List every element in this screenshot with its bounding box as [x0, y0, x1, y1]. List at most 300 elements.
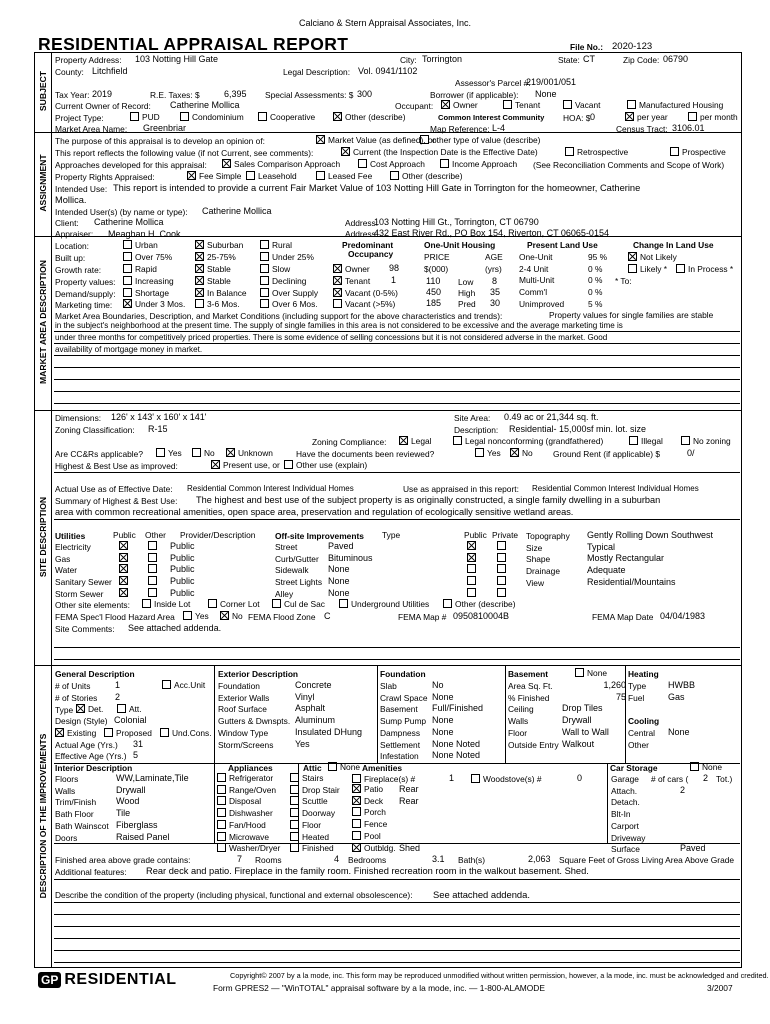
car-storage-label: Driveway	[611, 832, 646, 843]
per-year-option[interactable]: per year	[625, 112, 668, 122]
offsite-public-checkbox[interactable]	[467, 541, 479, 551]
docs-no-option[interactable]: No	[510, 448, 533, 458]
amenity-option[interactable]: Pool	[352, 831, 381, 841]
utility-other-checkbox[interactable]	[148, 553, 160, 563]
borrower: None	[535, 89, 557, 99]
other-rights-option[interactable]: Other (describe)	[390, 171, 463, 181]
approaches-label: Approaches developed for this appraisal:	[55, 160, 207, 170]
utility-public-checkbox[interactable]	[119, 576, 131, 586]
finished-label: Finished area above grade contains:	[55, 855, 191, 865]
land-use-pct: 0 %	[588, 287, 603, 298]
utility-public-checkbox[interactable]	[119, 553, 131, 563]
actual-use-label: Actual Use as of Effective Date:	[55, 484, 173, 494]
form-info: Form GPRES2 — "WinTOTAL" appraisal software by a la mode, inc. — 1-800-ALAMODE	[213, 983, 545, 993]
topography-label: Size	[526, 542, 543, 553]
utility-other-checkbox[interactable]	[148, 564, 160, 574]
amenities-head: Amenities	[362, 763, 403, 773]
pred-label: Pred	[458, 299, 476, 309]
offsite-label: Alley	[275, 588, 294, 599]
cars-label: # of cars (	[651, 774, 689, 784]
gla: 2,063	[528, 854, 551, 864]
boundaries-label: Market Area Boundaries, Description, and Market Conditions (including support for the above characteristics and trends):	[55, 311, 503, 321]
basement-label: Walls	[508, 716, 529, 727]
foundation-value: None	[432, 691, 454, 702]
foundation-value: None	[432, 726, 454, 737]
land-use-pct: 0 %	[588, 275, 603, 286]
topography-value: Mostly Rectangular	[587, 553, 665, 564]
det-option[interactable]: Det.	[76, 704, 103, 714]
shortage-option[interactable]: Shortage	[123, 288, 169, 298]
additional-features: Rear deck and patio. Fireplace in the family room. Finished recreation room in the walkout basement. Shed.	[146, 866, 589, 876]
attic-option[interactable]: Floor	[290, 820, 321, 830]
stable-values-option[interactable]: Stable	[195, 276, 231, 286]
offsite-public-checkbox[interactable]	[467, 576, 479, 586]
client: Catherine Mollica	[94, 217, 164, 227]
utilities-head: Utilities	[55, 531, 86, 541]
topography-label: Drainage	[526, 566, 560, 577]
owner: Catherine Mollica	[170, 100, 240, 110]
public-head: Public	[113, 530, 136, 540]
map-reference: L-4	[492, 123, 506, 133]
project-type-label: Project Type:	[55, 113, 104, 123]
present-use-head: Present Land Use	[527, 240, 598, 250]
client-address-label: Address:	[345, 218, 379, 228]
fema-yes-option[interactable]: Yes	[183, 611, 209, 621]
cooling-head: Cooling	[628, 716, 660, 726]
heating-label: Fuel	[628, 692, 645, 703]
exterior-label: Roof Surface	[218, 704, 267, 715]
exterior-label: Exterior Walls	[218, 692, 270, 703]
occupant-owner-option[interactable]: Owner	[441, 100, 478, 110]
amenity-option[interactable]: Fence	[352, 819, 387, 829]
foundation-value: None Noted	[432, 738, 481, 749]
other-elements-option[interactable]: Other (describe)	[443, 599, 516, 609]
offsite-type: Paved	[328, 541, 354, 551]
flood-zone-label: FEMA Flood Zone	[248, 612, 316, 622]
basement-label: Outside Entry	[508, 739, 559, 750]
interior-value: Tile	[116, 808, 131, 819]
leasehold-option[interactable]: Leasehold	[246, 171, 297, 181]
appliance-option[interactable]: Range/Oven	[217, 785, 276, 795]
docs-label: Have the documents been reviewed?	[296, 449, 435, 459]
land-use-pct: 95 %	[588, 252, 608, 262]
income-approach-option[interactable]: Income Approach	[440, 159, 517, 169]
under3-option[interactable]: Under 3 Mos.	[123, 299, 185, 309]
utility-label: Storm Sewer	[55, 588, 104, 599]
boundaries-text-2: in the subject's neighborhood at the present time. The supply of single families in this area is not considered to be excessive and the average marketing time is	[55, 321, 623, 330]
coop-option[interactable]: Cooperative	[258, 112, 315, 122]
docs-yes-option[interactable]: Yes	[475, 448, 501, 458]
offsite-type: None	[328, 587, 350, 598]
exterior-label: Foundation	[218, 681, 260, 691]
existing-option[interactable]: Existing	[55, 728, 96, 738]
census-tract: 3106.01	[672, 123, 705, 133]
builtup-label: Built up:	[55, 253, 86, 263]
appraised-use: Residential Common Interest Individual Homes	[532, 484, 699, 493]
additional-label: Additional features:	[55, 867, 127, 877]
appliance-option[interactable]: Refrigerator	[217, 773, 273, 783]
fireplaces: 1	[449, 773, 455, 783]
in-process-option[interactable]: In Process *	[676, 264, 733, 274]
compliance-label: Zoning Compliance:	[312, 437, 387, 447]
fema-map-label: FEMA Map #	[398, 612, 447, 622]
utility-other-checkbox[interactable]	[148, 576, 160, 586]
ground-rent: 0/	[687, 448, 695, 458]
special-label: Special Assessments: $	[265, 90, 354, 100]
actual-age: 31	[133, 739, 144, 749]
market-name-label: Market Area Name:	[55, 124, 128, 134]
land-use-pct: 0 %	[588, 263, 603, 274]
county: Litchfield	[92, 66, 128, 76]
price-head: PRICE	[424, 252, 450, 262]
hbu-label: Highest & Best Use as improved:	[55, 461, 178, 471]
type-head: Type	[382, 530, 401, 540]
offsite-private-checkbox[interactable]	[497, 564, 509, 574]
client-address: 103 Notting Hill Gt., Torrington, CT 06790	[374, 217, 539, 227]
offsite-head: Off-site Improvements	[275, 531, 364, 541]
boundaries-text: Property values for single families are stable	[549, 310, 714, 320]
dimensions: 126' x 143' x 160' x 141'	[111, 412, 207, 422]
amenity-option[interactable]: Deck	[352, 796, 383, 806]
cars: 2	[703, 773, 709, 783]
heating-value: Gas	[668, 691, 685, 702]
basement-value: 1,260	[603, 680, 626, 690]
condo-option[interactable]: Condominium	[180, 112, 244, 122]
zoning-desc-label: Description:	[454, 425, 499, 435]
over75-option[interactable]: Over 75%	[123, 252, 172, 262]
manufactured-option[interactable]: Manufactured Housing	[627, 100, 723, 110]
occupant-tenant-option[interactable]: Tenant	[503, 100, 540, 110]
amenity-option[interactable]: Porch	[352, 807, 386, 817]
basement-value: Drywall	[562, 715, 592, 726]
topography-value: Adequate	[587, 565, 626, 576]
attic-option[interactable]: Drop Stair	[290, 785, 340, 795]
state-label: State:	[558, 55, 580, 65]
und-cons-option[interactable]: Und.Cons.	[160, 728, 212, 738]
census-label: Census Tract:	[616, 124, 668, 134]
vacant5-option[interactable]: Vacant (>5%)	[333, 299, 395, 309]
client-label: Client:	[55, 218, 79, 228]
parcel: 219/001/051	[526, 77, 577, 87]
rapid-option[interactable]: Rapid	[123, 264, 157, 274]
nonconforming-option[interactable]: Legal nonconforming (grandfathered)	[453, 436, 603, 446]
one-unit-head: One-Unit Housing	[424, 240, 496, 250]
land-use-label: One-Unit	[519, 252, 553, 262]
ground-rent-label: Ground Rent (if applicable) $	[553, 449, 661, 459]
predominant-head: Predominant	[342, 240, 394, 250]
offsite-private-checkbox[interactable]	[497, 576, 509, 586]
offsite-private-checkbox[interactable]	[497, 541, 509, 551]
effective-age: 5	[133, 750, 139, 760]
actual-age-label: Actual Age (Yrs.)	[55, 740, 118, 750]
declining-option[interactable]: Declining	[260, 276, 306, 286]
file-no: 2020-123	[612, 41, 653, 52]
ccr-yes-option[interactable]: Yes	[156, 448, 182, 458]
company-name: Calciano & Stern Appraisal Associates, Inc.	[298, 18, 472, 28]
cost-approach-option[interactable]: Cost Approach	[358, 159, 425, 169]
utility-provider: Public	[170, 587, 195, 598]
proposed-option[interactable]: Proposed	[104, 728, 152, 738]
heating-label: Type	[628, 681, 647, 691]
foundation-label: Dampness	[380, 727, 421, 738]
foundation-value: None	[432, 715, 454, 726]
not-likely-option[interactable]: Not Likely	[628, 252, 677, 262]
stories: 2	[115, 692, 121, 702]
current-option[interactable]: Current (the Inspection Date is the Effective Date)	[341, 147, 538, 157]
low-label: Low	[458, 277, 474, 287]
purpose-label: The purpose of this appraisal is to develop an opinion of:	[55, 136, 265, 146]
offsite-private-checkbox[interactable]	[497, 553, 509, 563]
high-price: 450	[426, 287, 442, 297]
intended-users: Catherine Mollica	[202, 206, 272, 216]
offsite-label: Sidewalk	[275, 565, 309, 576]
copyright: Copyright© 2007 by a la mode, inc. This form may be reproduced unmodified without written permission, however, a la mode, inc. must be acknowledged and credited.	[230, 971, 769, 980]
other-use-option[interactable]: Other use (explain)	[284, 460, 367, 470]
car-storage-head: Car Storage	[610, 763, 658, 773]
zoning-class: R-15	[148, 424, 168, 434]
public-head-2: Public	[464, 530, 487, 540]
utility-provider: Public	[170, 564, 195, 575]
woodstove-option[interactable]: Woodstove(s) #	[471, 774, 542, 784]
baths: 3.1	[432, 854, 445, 864]
offsite-type: None	[328, 576, 350, 587]
appliance-option[interactable]: Fan/Hood	[217, 820, 266, 830]
cooling-label: Other	[628, 739, 649, 750]
utility-label: Sanitary Sewer	[55, 577, 112, 588]
exterior-value: Yes	[295, 738, 310, 749]
attic-option[interactable]: Stairs	[290, 773, 323, 783]
interior-value: WW,Laminate,Tile	[116, 773, 189, 783]
interior-label: Walls	[55, 785, 76, 796]
age-unit: (yrs)	[485, 264, 502, 274]
cooling-label: Central	[628, 728, 655, 738]
basement-none-option[interactable]: None	[575, 668, 607, 678]
offsite-public-checkbox[interactable]	[467, 564, 479, 574]
flood-zone: C	[324, 611, 331, 621]
attic-option[interactable]: Finished	[290, 843, 334, 853]
state: CT	[583, 54, 595, 64]
offsite-public-checkbox[interactable]	[467, 588, 479, 598]
vacant05-option[interactable]: Vacant (0-5%)	[333, 288, 398, 298]
topography-value: Typical	[587, 541, 616, 552]
p25-75-option[interactable]: 25-75%	[195, 252, 236, 262]
owner-occ-option[interactable]: Owner	[333, 264, 370, 274]
hbu-summary-2: area with common recreational amenities, open space area, preservation and regulation of ecologically sensitive wetland areas.	[55, 507, 574, 517]
retrospective-option[interactable]: Retrospective	[565, 147, 628, 157]
county-label: County:	[55, 67, 84, 77]
fema-map: 0950810004B	[453, 611, 510, 621]
interior-value: Fiberglass	[116, 819, 158, 830]
owner-label: Current Owner of Record:	[55, 101, 151, 111]
price-unit: $(000)	[424, 264, 449, 274]
appraised-use-label: Use as appraised in this report:	[403, 484, 519, 494]
rights-label: Property Rights Appraised:	[55, 172, 155, 182]
high-label: High	[458, 288, 476, 298]
topography-value: Residential/Mountains	[587, 576, 676, 587]
interior-head: Interior Description	[55, 763, 133, 773]
offsite-label: Street	[275, 542, 298, 552]
ccr-label: Are CC&Rs applicable?	[55, 449, 143, 459]
attic-option[interactable]: Heated	[290, 832, 329, 842]
suburban-option[interactable]: Suburban	[195, 240, 243, 250]
occupant-vacant-option[interactable]: Vacant	[563, 100, 600, 110]
appliance-option[interactable]: Microwave	[217, 832, 269, 842]
bedrooms: 4	[334, 854, 340, 864]
intended-use-label: Intended Use:	[55, 184, 108, 194]
exterior-value: Concrete	[295, 680, 332, 690]
present-use-option[interactable]: Present use, or	[211, 460, 280, 470]
attic-option[interactable]: Scuttle	[290, 796, 328, 806]
utility-public-checkbox[interactable]	[119, 588, 131, 598]
owner-occ-pct: 98	[389, 263, 400, 273]
increasing-option[interactable]: Increasing	[123, 276, 174, 286]
mkt-time-label: Marketing time:	[55, 300, 113, 310]
section-subject: SUBJECT	[34, 52, 52, 132]
car-storage-label: Attach.	[611, 785, 638, 796]
topography-label: Shape	[526, 554, 551, 565]
offsite-private-checkbox[interactable]	[497, 588, 509, 598]
utility-public-checkbox[interactable]	[119, 564, 131, 574]
zip: 06790	[663, 54, 689, 64]
att-option[interactable]: Att.	[117, 704, 142, 714]
rural-option[interactable]: Rural	[260, 240, 292, 250]
tenant-occ-option[interactable]: Tenant	[333, 276, 370, 286]
likely-option[interactable]: Likely *	[628, 264, 667, 274]
offsite-public-checkbox[interactable]	[467, 553, 479, 563]
car-storage-label: Detach.	[611, 797, 640, 808]
location-label: Location:	[55, 241, 89, 251]
appraiser-address-label: Address:	[345, 229, 379, 239]
underground-option[interactable]: Underground Utilities	[339, 599, 429, 609]
car-storage-label: Surface	[611, 844, 640, 855]
m3-6-option[interactable]: 3-6 Mos.	[195, 299, 240, 309]
zoning-description: Residential- 15,000sf min. lot. size	[509, 424, 647, 434]
car-none-option[interactable]: None	[690, 762, 722, 772]
utility-other-checkbox[interactable]	[148, 588, 160, 598]
legal-option[interactable]: Legal	[399, 436, 432, 446]
city: Torrington	[422, 54, 463, 64]
fee-simple-option[interactable]: Fee Simple	[187, 171, 241, 181]
utility-provider: Public	[170, 576, 195, 587]
appliance-option[interactable]: Disposal	[217, 796, 261, 806]
amenity-option[interactable]: Patio	[352, 784, 383, 794]
no-zoning-option[interactable]: No zoning	[681, 436, 731, 446]
users-label: Intended User(s) (by name or type):	[55, 207, 188, 217]
other-value-option[interactable]: other type of value (describe)	[420, 135, 540, 145]
utility-public-checkbox[interactable]	[119, 541, 131, 551]
stories-label: # of Stories	[55, 693, 98, 703]
fireplace-option[interactable]: Fireplace(s) #	[352, 774, 415, 784]
inside-lot-option[interactable]: Inside Lot	[142, 599, 190, 609]
illegal-option[interactable]: Illegal	[629, 436, 663, 446]
exterior-value: Aluminum	[295, 715, 336, 726]
pud-option[interactable]: PUD	[130, 112, 160, 122]
foundation-value: No	[432, 680, 444, 690]
slow-option[interactable]: Slow	[260, 264, 290, 274]
per-month-option[interactable]: per month	[688, 112, 738, 122]
property-address-label: Property Address:	[55, 55, 122, 65]
boundaries-text-4: availability of mortgage money in market.	[55, 345, 203, 354]
interior-label: Bath Wainscot	[55, 820, 109, 831]
basement-label: % Finished	[508, 692, 550, 703]
design-label: Design (Style)	[55, 716, 108, 726]
market-value-option[interactable]: Market Value (as defined), or	[316, 135, 435, 145]
topography-label: View	[526, 577, 545, 588]
basement-value: 75	[615, 691, 626, 702]
under25-option[interactable]: Under 25%	[260, 252, 314, 262]
hoa: 0	[590, 112, 596, 122]
leased-fee-option[interactable]: Leased Fee	[316, 171, 372, 181]
prospective-option[interactable]: Prospective	[670, 147, 726, 157]
appraiser: Meaghan H. Cook	[108, 229, 181, 239]
general-head: General Description	[55, 669, 135, 679]
rooms: 7	[237, 854, 243, 864]
reconciliation-note: (See Reconciliation Comments and Scope of Work)	[533, 160, 725, 170]
divider	[34, 665, 742, 666]
other-project-option[interactable]: Other (describe)	[333, 112, 406, 122]
foundation-label: Sump Pump	[380, 716, 427, 727]
borrower-label: Borrower (if applicable):	[430, 90, 519, 100]
urban-option[interactable]: Urban	[123, 240, 158, 250]
map-ref-label: Map Reference:	[430, 124, 490, 134]
units: 1	[115, 680, 121, 690]
appraiser-label: Appraiser:	[55, 229, 94, 239]
fema-no-option[interactable]: No	[220, 611, 243, 621]
appliance-option[interactable]: Washer/Dryer	[217, 843, 280, 853]
utility-other-checkbox[interactable]	[148, 541, 160, 551]
file-no-label: File No.:	[570, 42, 604, 52]
attach-cars: 2	[680, 785, 686, 795]
gla-label: Square Feet of Gross Living Area Above Grade	[559, 855, 735, 865]
rooms-label: Rooms	[255, 855, 282, 865]
exterior-label: Gutters & Dwnspts.	[218, 716, 291, 727]
woodstoves: 0	[577, 773, 583, 783]
car-storage-label: Garage	[611, 774, 639, 784]
boundaries-text-3: under three months for competitively priced properties. There is some evidence of selling concessions but it is not considered adverse in the market. Good	[55, 333, 608, 342]
sales-comparison-option[interactable]: Sales Comparison Approach	[222, 159, 340, 169]
to-label: * To:	[615, 276, 632, 286]
acc-unit-option[interactable]: Acc.Unit	[162, 680, 205, 690]
amenity-option[interactable]: Outbldg.	[352, 843, 396, 853]
car-storage-label: Blt-In	[611, 809, 631, 820]
over-supply-option[interactable]: Over Supply	[260, 288, 318, 298]
utility-provider: Public	[170, 541, 195, 551]
cul-de-sac-option[interactable]: Cul de Sac	[272, 599, 325, 609]
units-label: # of Units	[55, 681, 91, 691]
corner-lot-option[interactable]: Corner Lot	[208, 599, 260, 609]
cooling-value: None	[668, 727, 690, 737]
foundation-label: Slab	[380, 681, 397, 691]
attic-option[interactable]: Doorway	[290, 808, 335, 818]
over6-option[interactable]: Over 6 Mos.	[260, 299, 318, 309]
offsite-type: Bituminous	[328, 552, 373, 563]
offsite-label: Curb/Gutter	[275, 553, 319, 564]
type-label: Type	[55, 705, 74, 715]
baths-label: Bath(s)	[458, 855, 485, 865]
appliance-option[interactable]: Dishwasher	[217, 808, 273, 818]
land-use-label: Unimproved	[519, 298, 565, 309]
exterior-value: Insulated DHung	[295, 726, 363, 737]
ccr-unknown-option[interactable]: Unknown	[226, 448, 273, 458]
hbu-summary: The highest and best use of the subject property is as originally constructed, a single family dwelling in a suburban	[196, 495, 661, 505]
in-balance-option[interactable]: In Balance	[195, 288, 247, 298]
foundation-label: Infestation	[380, 751, 419, 762]
exterior-head: Exterior Description	[218, 669, 299, 679]
attic-none-option[interactable]: None	[328, 762, 360, 772]
stable-growth-option[interactable]: Stable	[195, 264, 231, 274]
ccr-no-option[interactable]: No	[192, 448, 215, 458]
private-head: Private	[492, 530, 519, 540]
